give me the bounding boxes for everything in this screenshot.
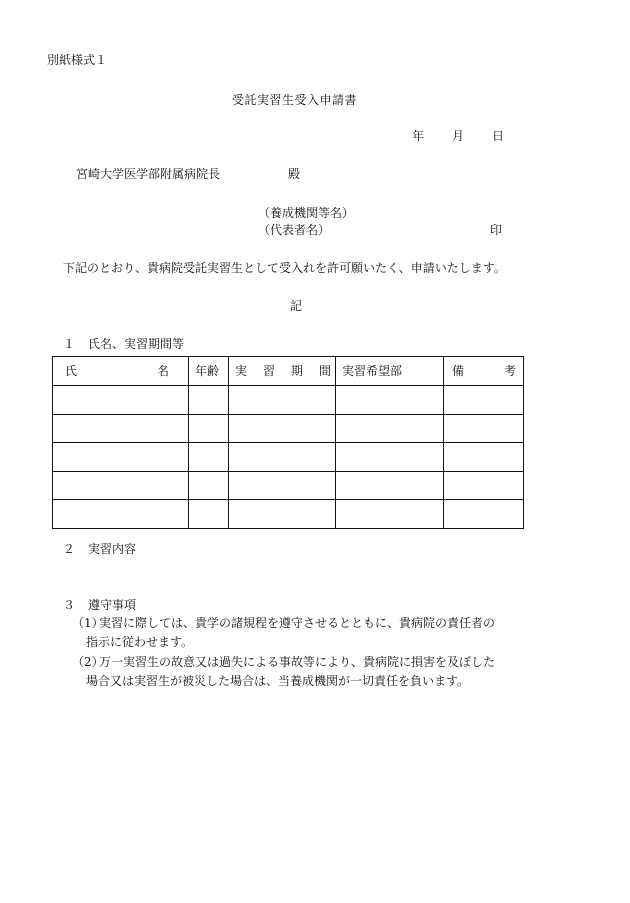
section3-number: ３ xyxy=(63,598,76,612)
date-month: 月 xyxy=(452,129,465,143)
table-cell[interactable] xyxy=(229,472,336,500)
table-cell[interactable] xyxy=(229,443,336,472)
rule-item-number: （1） xyxy=(72,616,104,630)
header-period-3: 期 xyxy=(291,364,304,378)
table-cell[interactable] xyxy=(336,472,444,500)
rule-item-line2: 場合又は実習生が被災した場合は、当養成機関が一切責任を負います。 xyxy=(86,674,470,688)
table-cell[interactable] xyxy=(189,472,229,500)
date-year: 年 xyxy=(412,129,425,143)
table-cell[interactable] xyxy=(53,500,189,529)
table-cell[interactable] xyxy=(189,386,229,415)
header-kou: 考 xyxy=(504,364,517,378)
section1-title: 氏名、実習期間等 xyxy=(88,337,185,351)
header-cell-department xyxy=(336,357,444,386)
header-cell-remarks xyxy=(444,357,524,386)
date-day: 日 xyxy=(492,129,505,143)
header-cell-period xyxy=(229,357,336,386)
header-period-1: 実 xyxy=(235,364,248,378)
table-cell[interactable] xyxy=(336,443,444,472)
header-cell-age xyxy=(189,357,229,386)
table-cell[interactable] xyxy=(444,415,524,443)
header-cell-name xyxy=(53,357,189,386)
rule-item-line2: 指示に従わせます。 xyxy=(86,635,194,649)
header-period-4: 間 xyxy=(319,364,332,378)
representative-label: （代表者名） xyxy=(258,223,331,237)
table-cell[interactable] xyxy=(53,472,189,500)
seal-mark: 印 xyxy=(490,223,503,237)
header-department: 実習希望部 xyxy=(342,364,403,378)
rule-item-line1: 実習に際しては、貴学の諸規程を遵守させるとともに、貴病院の責任者の xyxy=(99,616,496,630)
section2-number: ２ xyxy=(63,542,76,556)
table-cell[interactable] xyxy=(53,443,189,472)
section1-number: １ xyxy=(63,337,76,351)
header-mei: 名 xyxy=(157,364,170,378)
header-shi: 氏 xyxy=(65,364,78,378)
request-text: 下記のとおり、貴病院受託実習生として受入れを許可願いたく、申請いたします。 xyxy=(63,261,506,275)
institution-label: （養成機関等名） xyxy=(258,206,355,220)
header-period-2: 習 xyxy=(263,364,276,378)
table-cell[interactable] xyxy=(229,500,336,529)
table-cell[interactable] xyxy=(336,500,444,529)
table-cell[interactable] xyxy=(229,415,336,443)
table-cell[interactable] xyxy=(53,386,189,415)
rule-item-number: （2） xyxy=(72,655,104,669)
table-cell[interactable] xyxy=(444,443,524,472)
rule-item-line1: 万一実習生の故意又は過失による事故等により、貴病院に損害を及ぼした xyxy=(99,655,496,669)
section3-title: 遵守事項 xyxy=(88,598,137,612)
addressee: 宮崎大学医学部附属病院長 xyxy=(76,167,221,181)
table-cell[interactable] xyxy=(444,472,524,500)
table-cell[interactable] xyxy=(189,415,229,443)
table-cell[interactable] xyxy=(444,500,524,529)
table-cell[interactable] xyxy=(336,415,444,443)
form-label: 別紙様式１ xyxy=(47,53,108,67)
table-cell[interactable] xyxy=(336,386,444,415)
header-bi: 備 xyxy=(452,364,465,378)
section2-title: 実習内容 xyxy=(88,542,137,556)
document-title: 受託実習生受入申請書 xyxy=(232,93,358,107)
table-cell[interactable] xyxy=(53,415,189,443)
header-age: 年齢 xyxy=(195,364,220,378)
schedule-table xyxy=(52,356,524,529)
table-cell[interactable] xyxy=(229,386,336,415)
table-cell[interactable] xyxy=(444,386,524,415)
table-cell[interactable] xyxy=(189,443,229,472)
honorific: 殿 xyxy=(288,167,301,181)
table-cell[interactable] xyxy=(189,500,229,529)
ki-heading: 記 xyxy=(290,299,303,313)
